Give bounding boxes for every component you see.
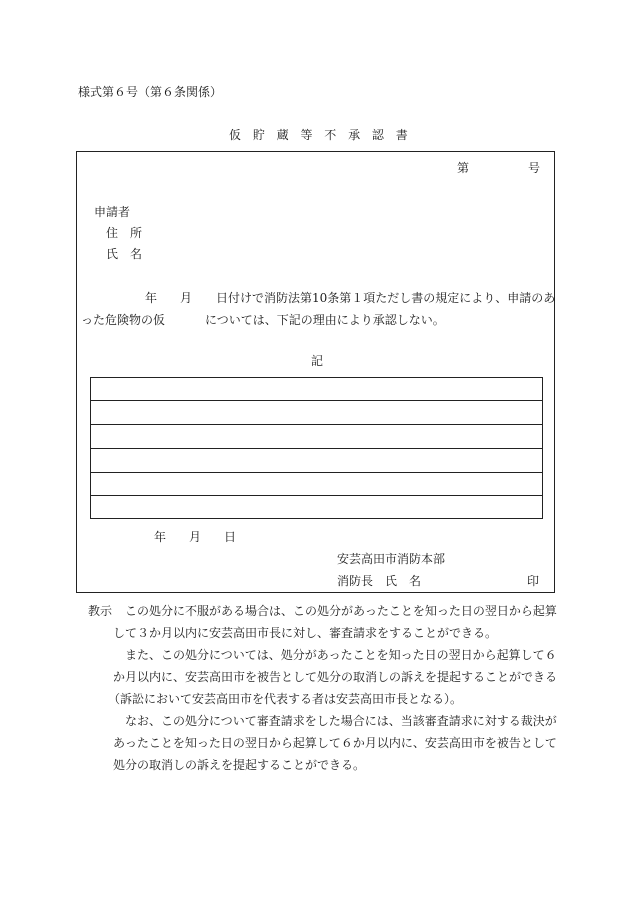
date-month: 月 xyxy=(189,530,202,544)
body-line2-b: については、下記の理由により承認しない。 xyxy=(205,313,445,327)
document-title: 仮 貯 蔵 等 不 承 認 書 xyxy=(229,128,412,142)
reason-row-line xyxy=(91,424,542,425)
notice-p2-line3: （訴訟において安芸高田市を代表する者は安芸高田市長となる）。 xyxy=(108,692,463,706)
notice-p2-line1: また、この処分については、処分があったことを知った日の翌日から起算して６ xyxy=(125,648,557,662)
notice-p3-line1: なお、この処分について審査請求をした場合には、当該審査請求に対する裁決が xyxy=(125,714,557,728)
reason-table xyxy=(90,377,543,519)
seal-mark: 印 xyxy=(527,574,540,588)
reason-row-line xyxy=(91,472,542,473)
doc-number-suffix: 号 xyxy=(528,161,541,175)
notice-p3-line2: あったことを知った日の翌日から起算して６か月以内に、安芸高田市を被告として xyxy=(113,736,557,750)
name-label: 氏 名 xyxy=(106,247,143,261)
body-line1: 日付けで消防法第10条第１項ただし書の規定により、申請のあ xyxy=(216,291,556,305)
ki-label: 記 xyxy=(311,354,324,368)
reason-row-line xyxy=(91,400,542,401)
body-year: 年 xyxy=(145,291,158,305)
notice-p2-line2: か月以内に、安芸高田市を被告として処分の取消しの訴えを提起することができる xyxy=(113,670,558,684)
doc-number-prefix: 第 xyxy=(457,161,470,175)
form-number: 様式第６号（第６条関係） xyxy=(78,85,223,99)
reason-row-line xyxy=(91,448,542,449)
body-line2-a: った危険物の仮 xyxy=(81,313,166,327)
applicant-heading: 申請者 xyxy=(94,205,131,219)
form-box xyxy=(76,151,555,593)
address-label: 住 所 xyxy=(106,226,143,240)
body-month: 月 xyxy=(180,291,193,305)
notice-p3-line3: 処分の取消しの訴えを提起することができる。 xyxy=(113,758,366,772)
date-day: 日 xyxy=(224,530,237,544)
notice-label: 教示 xyxy=(88,604,113,618)
date-year: 年 xyxy=(154,530,167,544)
notice-p1-line2: して３か月以内に安芸高田市長に対し、審査請求をすることができる。 xyxy=(113,626,498,640)
reason-row-line xyxy=(91,495,542,496)
notice-p1-line1: この処分に不服がある場合は、この処分があったことを知った日の翌日から起算 xyxy=(125,604,557,618)
issuer-title: 消防長 氏 名 xyxy=(337,574,422,588)
issuer-org: 安芸高田市消防本部 xyxy=(337,552,446,566)
